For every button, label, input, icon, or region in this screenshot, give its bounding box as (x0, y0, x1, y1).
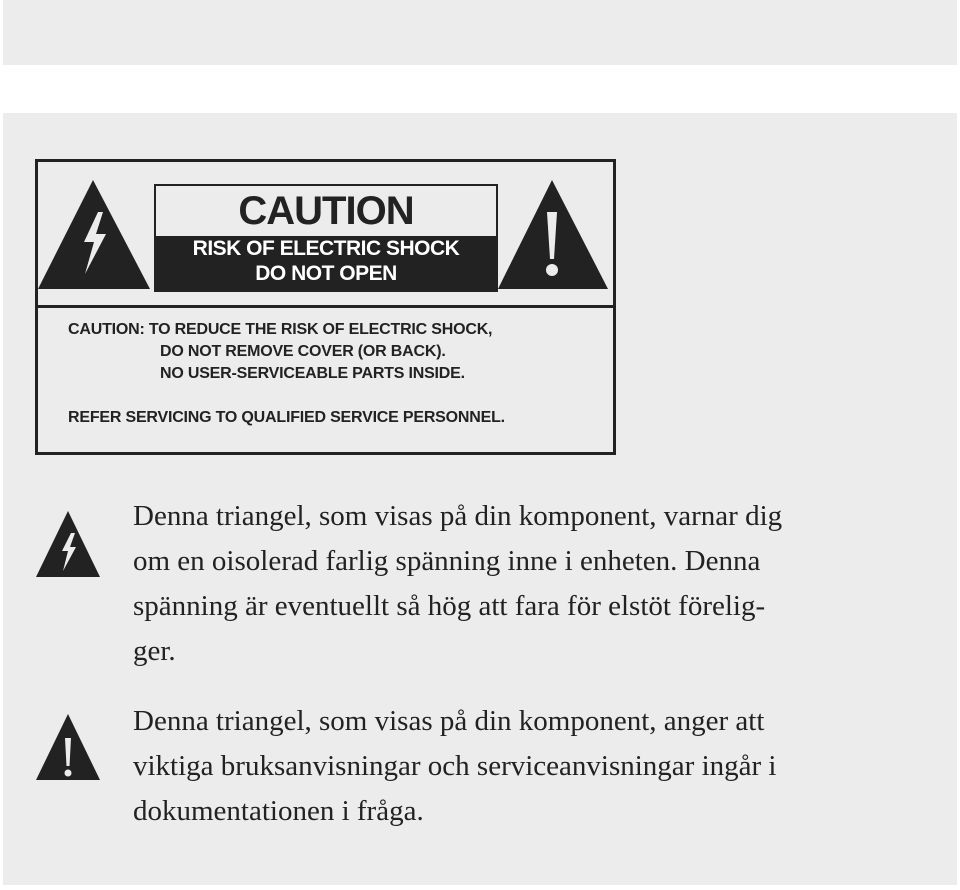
lightning-warning-triangle-icon (38, 180, 150, 289)
shock-warning-line2: DO NOT OPEN (255, 262, 397, 285)
paragraph-line: spänning är eventuellt så hög att fara för elstöt förelig- (133, 590, 766, 622)
shock-warning-line1: RISK OF ELECTRIC SHOCK (192, 237, 460, 260)
paragraph-line: Denna triangel, som visas på din komponent, varnar dig (133, 500, 783, 532)
notice-line-2-wrap (68, 341, 598, 363)
paragraph-line: om en oisolerad farlig spänning inne i enheten. Denna (133, 545, 761, 577)
paragraph-line: ger. (133, 635, 176, 667)
exclamation-warning-triangle-icon (35, 712, 101, 782)
caution-header-box (154, 184, 498, 292)
notice-line-1: CAUTION: TO REDUCE THE RISK OF ELECTRIC SHOCK, (68, 321, 493, 338)
notice-line-3: NO USER-SERVICEABLE PARTS INSIDE. (160, 365, 465, 382)
caution-label (35, 159, 616, 455)
paragraph-line: dokumentationen i fråga. (133, 795, 424, 827)
label-divider (38, 305, 613, 308)
lightning-warning-triangle-icon (35, 509, 101, 579)
header-band (3, 0, 957, 65)
paragraph-line: Denna triangel, som visas på din komponent, anger att (133, 705, 765, 737)
exclamation-description (133, 699, 933, 834)
notice-line-3-wrap (68, 363, 598, 385)
caution-title: CAUTION (238, 189, 414, 233)
notice-line-2: DO NOT REMOVE COVER (OR BACK). (160, 343, 446, 360)
lightning-description (133, 494, 933, 674)
exclamation-warning-triangle-icon (498, 180, 608, 289)
paragraph-line: viktiga bruksanvisningar och serviceanvisningar ingår i (133, 750, 777, 782)
notice-line-4: REFER SERVICING TO QUALIFIED SERVICE PERSONNEL. (68, 409, 505, 426)
shock-warning-banner (156, 236, 496, 290)
